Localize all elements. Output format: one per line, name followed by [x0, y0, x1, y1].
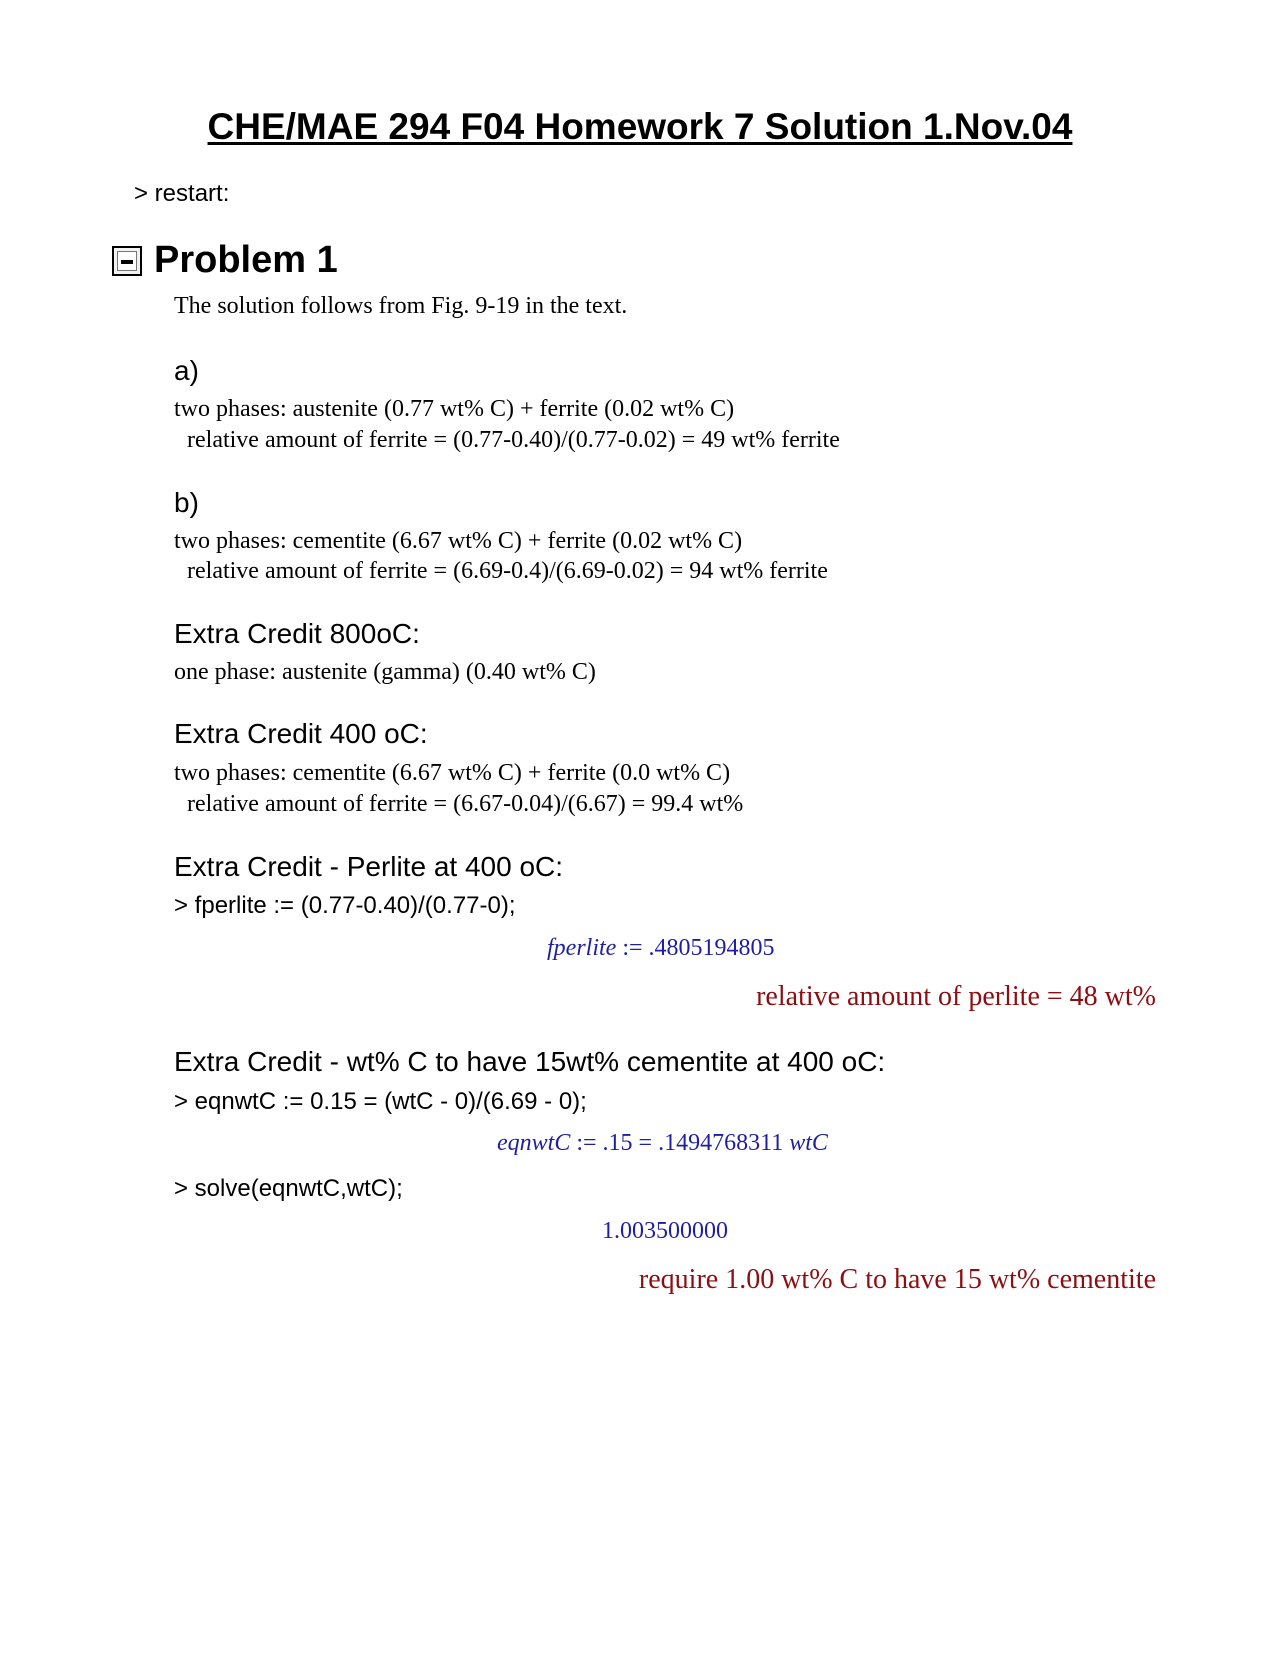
solve-output: 1.003500000	[602, 1218, 728, 1244]
part-a-ferrite-amount: relative amount of ferrite = (0.77-0.40)/(0.77-0.02) = 49 wt% ferrite	[187, 427, 840, 453]
perlite-result-note: relative amount of perlite = 48 wt%	[756, 981, 1156, 1012]
fperlite-output	[547, 935, 775, 962]
ec-cementite-label: Extra Credit - wt% C to have 15wt% cementite at 400 oC:	[174, 1046, 886, 1077]
ec-perlite-label: Extra Credit - Perlite at 400 oC:	[174, 851, 564, 882]
page-title: CHE/MAE 294 F04 Homework 7 Solution 1.Nov.04	[207, 106, 1073, 147]
ec-400-phases: two phases: cementite (6.67 wt% C) + ferrite (0.0 wt% C)	[174, 760, 731, 786]
problem-heading: Problem 1	[154, 239, 338, 281]
collapse-section-icon[interactable]	[112, 246, 142, 276]
fperlite-command[interactable]: > fperlite := (0.77-0.40)/(0.77-0);	[174, 892, 516, 919]
part-b-phases: two phases: cementite (6.67 wt% C) + ferrite (0.02 wt% C)	[174, 528, 743, 554]
problem-intro: The solution follows from Fig. 9-19 in the text.	[174, 293, 628, 319]
eqnwtc-output-var: eqnwtC	[497, 1130, 571, 1156]
fperlite-output-var: fperlite	[547, 935, 617, 961]
ec-800-phases: one phase: austenite (gamma) (0.40 wt% C)	[174, 659, 596, 685]
ec-400-label: Extra Credit 400 oC:	[174, 718, 428, 749]
ec-800-label: Extra Credit 800oC:	[174, 618, 420, 649]
eqnwtc-output	[497, 1130, 828, 1157]
solve-command[interactable]: > solve(eqnwtC,wtC);	[174, 1175, 403, 1202]
part-b-label: b)	[174, 487, 199, 518]
part-a-label: a)	[174, 355, 199, 386]
eqnwtc-output-value: := .15 = .1494768311	[570, 1130, 790, 1156]
part-a-phases: two phases: austenite (0.77 wt% C) + ferrite (0.02 wt% C)	[174, 396, 735, 422]
fperlite-output-value: := .4805194805	[616, 935, 775, 961]
eqnwtc-command[interactable]: > eqnwtC := 0.15 = (wtC - 0)/(6.69 - 0);	[174, 1088, 587, 1115]
restart-command[interactable]: > restart:	[134, 180, 230, 207]
cementite-result-note: require 1.00 wt% C to have 15 wt% cementite	[638, 1264, 1156, 1295]
part-b-ferrite-amount: relative amount of ferrite = (6.69-0.4)/(6.69-0.02) = 94 wt% ferrite	[187, 558, 828, 584]
eqnwtc-output-var2: wtC	[789, 1130, 828, 1156]
ec-400-ferrite-amount: relative amount of ferrite = (6.67-0.04)/(6.67) = 99.4 wt%	[187, 791, 744, 817]
